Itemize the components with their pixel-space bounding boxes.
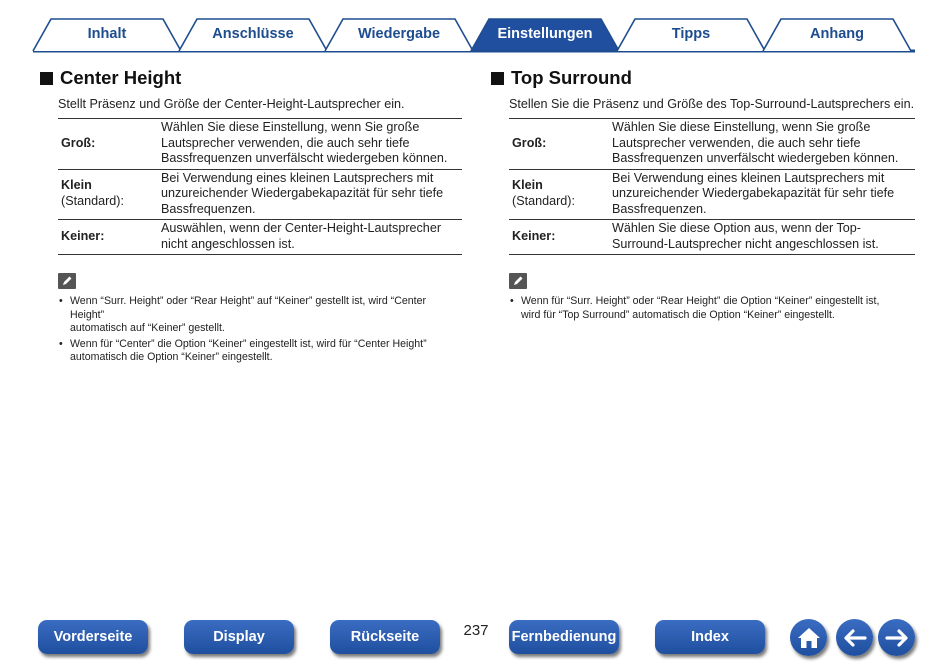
tab-anhang[interactable]: Anhang	[810, 26, 864, 42]
section-top-surround	[491, 66, 915, 324]
list-item	[58, 338, 462, 365]
option-description: Bei Verwendung eines kleinen Lautsprechers mit unzureichender Wiedergabekapazität für sehr tiefe Bassfrequenzen.	[161, 170, 444, 216]
home-button[interactable]	[790, 619, 827, 656]
tab-wiedergabe[interactable]: Wiedergabe	[357, 26, 441, 42]
note-line: • Wenn für “Center” die Option “Keiner” eingestellt ist, wird für “Center Height”	[70, 337, 427, 350]
section-center-height	[40, 66, 462, 367]
option-name-cell	[509, 220, 609, 255]
option-name-cell	[509, 119, 609, 170]
note-line: automatisch die Option “Keiner” eingestellt.	[70, 351, 273, 363]
section-intro: Stellt Präsenz und Größe der Center-Height-Lautsprecher ein.	[58, 97, 405, 111]
note-list	[509, 295, 915, 322]
option-name: Keiner:	[512, 228, 556, 243]
pencil-icon	[509, 273, 527, 289]
table-row	[509, 220, 915, 255]
tab-inhalt[interactable]: Inhalt	[87, 26, 127, 42]
pencil-icon	[58, 273, 76, 289]
arrow-right-icon	[884, 628, 910, 648]
tab-bar	[0, 0, 950, 56]
option-name: Klein	[61, 178, 92, 193]
tab-anschluesse[interactable]: Anschlüsse	[212, 26, 294, 42]
section-intro: Stellen Sie die Präsenz und Größe des Top-Surround-Lautsprechers ein.	[509, 97, 915, 111]
option-description: Wählen Sie diese Option aus, wenn der Top-Surround-Lautsprecher nicht angeschlossen ist.	[612, 221, 879, 251]
tab-einstellungen[interactable]: Einstellungen	[497, 26, 593, 42]
option-description: Wählen Sie diese Einstellung, wenn Sie große Lautsprecher verwenden, die auch sehr tiefe Bassfrequenzen unverfälscht wiedergeben können.	[612, 120, 899, 165]
fernbedienung-button[interactable]: Fernbedienung	[509, 620, 619, 654]
forward-button[interactable]	[878, 619, 915, 656]
option-name: Groß:	[512, 135, 547, 150]
note-line: wird für “Top Surround” automatisch die Option “Keiner” eingestellt.	[521, 308, 835, 321]
tab-tipps[interactable]: Tipps	[671, 26, 711, 42]
option-name: Keiner:	[61, 228, 105, 243]
list-item	[509, 295, 915, 322]
index-button[interactable]: Index	[655, 620, 765, 654]
option-name-cell	[58, 169, 158, 220]
option-default-label: (Standard):	[61, 193, 124, 208]
note-list	[58, 295, 462, 365]
option-default-label: (Standard):	[512, 193, 575, 208]
section-title: Top Surround	[511, 67, 632, 88]
option-name-cell	[509, 169, 609, 220]
square-bullet-icon	[491, 72, 504, 85]
option-name: Groß:	[61, 135, 96, 150]
option-name-cell	[58, 220, 158, 255]
page-number: 237	[463, 622, 489, 639]
note-line: • Wenn für “Surr. Height” oder “Rear Height” die Option “Keiner” eingestellt ist,	[521, 295, 880, 307]
vorderseite-button[interactable]: Vorderseite	[38, 620, 148, 654]
display-button[interactable]: Display	[184, 620, 294, 654]
table-row	[58, 119, 462, 170]
section-heading	[491, 66, 915, 90]
arrow-left-icon	[842, 628, 868, 648]
section-title: Center Height	[60, 67, 182, 88]
section-heading	[40, 66, 462, 90]
options-table	[58, 118, 462, 255]
rueckseite-button[interactable]: Rückseite	[330, 620, 440, 654]
note-block	[58, 273, 462, 365]
square-bullet-icon	[40, 72, 53, 85]
option-description: Wählen Sie diese Einstellung, wenn Sie große Lautsprecher verwenden, die auch sehr tiefe Bassfrequenzen unverfälscht wiedergeben können.	[161, 120, 448, 165]
options-table	[509, 118, 915, 255]
table-row	[509, 119, 915, 170]
option-description: Bei Verwendung eines kleinen Lautsprechers mit unzureichender Wiedergabekapazität für sehr tiefe Bassfrequenzen.	[612, 170, 895, 216]
option-name-cell	[58, 119, 158, 170]
table-row	[58, 169, 462, 220]
note-line: • Wenn “Surr. Height” oder “Rear Height” auf “Keiner” gestellt ist, wird “Center Height”	[70, 295, 427, 321]
table-row	[509, 169, 915, 220]
back-button[interactable]	[836, 619, 873, 656]
table-row	[58, 220, 462, 255]
home-icon	[796, 626, 822, 650]
option-description: Auswählen, wenn der Center-Height-Lautsprecher nicht angeschlossen ist.	[161, 221, 442, 251]
option-name: Klein	[512, 178, 543, 193]
list-item	[58, 295, 462, 336]
note-block	[509, 273, 915, 322]
note-line: automatisch auf “Keiner” gestellt.	[70, 322, 225, 334]
